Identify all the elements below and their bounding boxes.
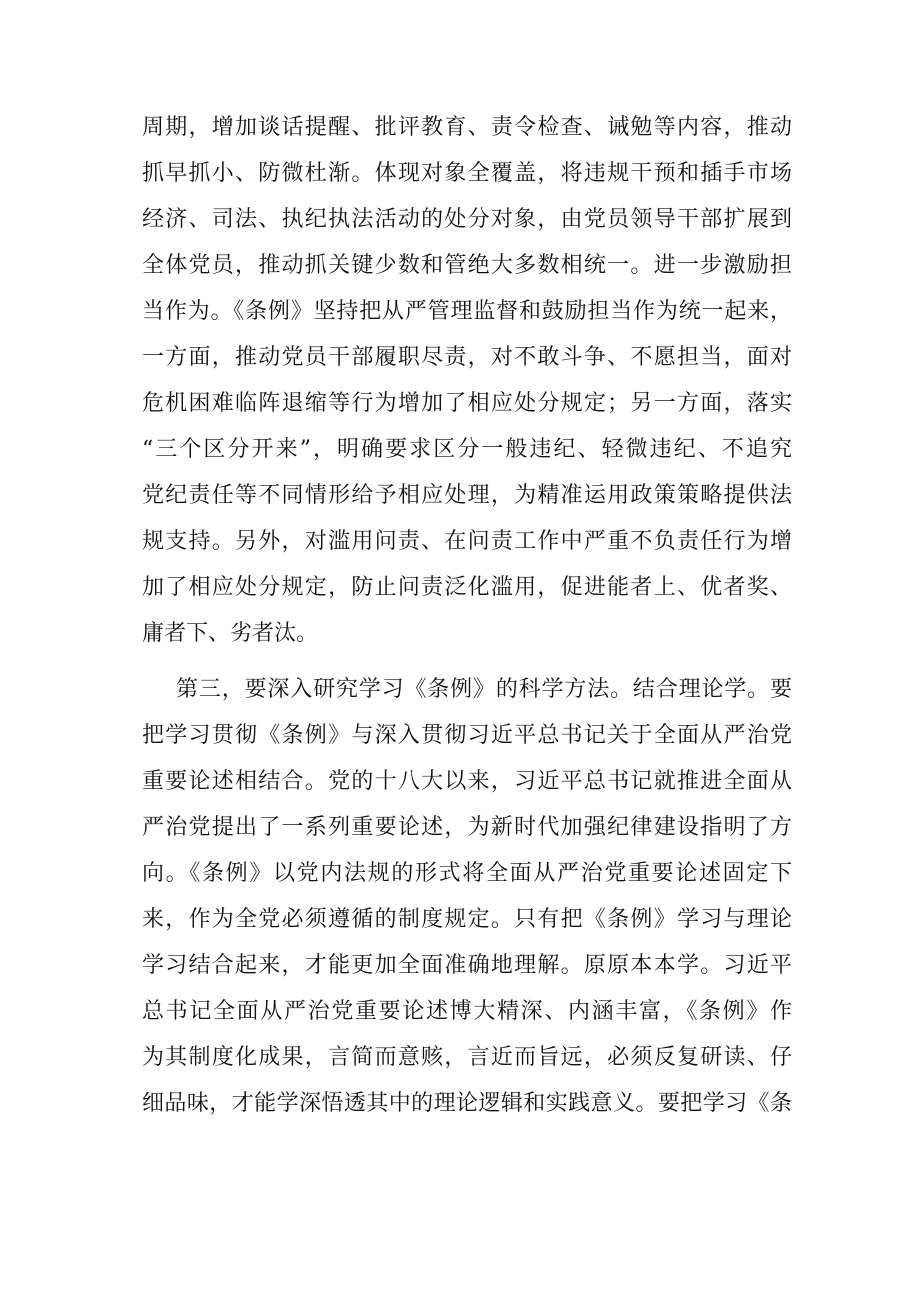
text-line: 把学习贯彻《条例》与深入贯彻习近平总书记关于全面从严治党 — [142, 723, 792, 748]
text-line: 为其制度化成果，言简而意赅，言近而旨远，必须反复研读、仔 — [142, 1045, 792, 1070]
text-line: 向。《条例》以党内法规的形式将全面从严治党重要论述固定下 — [142, 861, 792, 886]
text-line: 党纪责任等不同情形给予相应处理，为精准运用政策策略提供法 — [142, 483, 792, 508]
text-line: 一方面，推动党员干部履职尽责，对不敢斗争、不愿担当，面对 — [142, 345, 792, 370]
text-line: 第三，要深入研究学习《条例》的科学方法。结合理论学。要 — [176, 677, 792, 702]
text-line: 当作为。《条例》坚持把从严管理监督和鼓励担当作为统一起来， — [142, 299, 792, 324]
text-line: 总书记全面从严治党重要论述博大精深、内涵丰富，《条例》作 — [142, 999, 792, 1024]
text-line: 来，作为全党必须遵循的制度规定。只有把《条例》学习与理论 — [142, 907, 792, 932]
text-line: 严治党提出了一系列重要论述，为新时代加强纪律建设指明了方 — [142, 815, 792, 840]
text-line: 细品味，才能学深悟透其中的理论逻辑和实践意义。要把学习《条 — [142, 1091, 792, 1116]
paragraph-spacer — [142, 657, 792, 667]
text-line: 学习结合起来，才能更加全面准确地理解。原原本本学。习近平 — [142, 953, 792, 978]
text-line: “三个区分开来”，明确要求区分一般违纪、轻微违纪、不追究 — [142, 437, 792, 462]
text-line: 全体党员，推动抓关键少数和管绝大多数相统一。进一步激励担 — [142, 253, 792, 278]
text-line: 经济、司法、执纪执法活动的处分对象，由党员领导干部扩展到 — [142, 207, 792, 232]
text-line: 重要论述相结合。党的十八大以来，习近平总书记就推进全面从 — [142, 769, 792, 794]
text-line: 规支持。另外，对滥用问责、在问责工作中严重不负责任行为增 — [142, 529, 792, 554]
paragraph-2 — [142, 667, 792, 1127]
text-line: 抓早抓小、防微杜渐。体现对象全覆盖，将违规干预和插手市场 — [142, 161, 792, 186]
text-line: 危机困难临阵退缩等行为增加了相应处分规定；另一方面，落实 — [142, 391, 792, 416]
text-line: 加了相应处分规定，防止问责泛化滥用，促进能者上、优者奖、 — [142, 575, 792, 600]
paragraph-1 — [142, 105, 792, 657]
text-line: 周期，增加谈话提醒、批评教育、责令检查、诫勉等内容，推动 — [142, 115, 792, 140]
text-line: 庸者下、劣者汰。 — [142, 621, 319, 646]
document-body — [142, 105, 792, 1127]
